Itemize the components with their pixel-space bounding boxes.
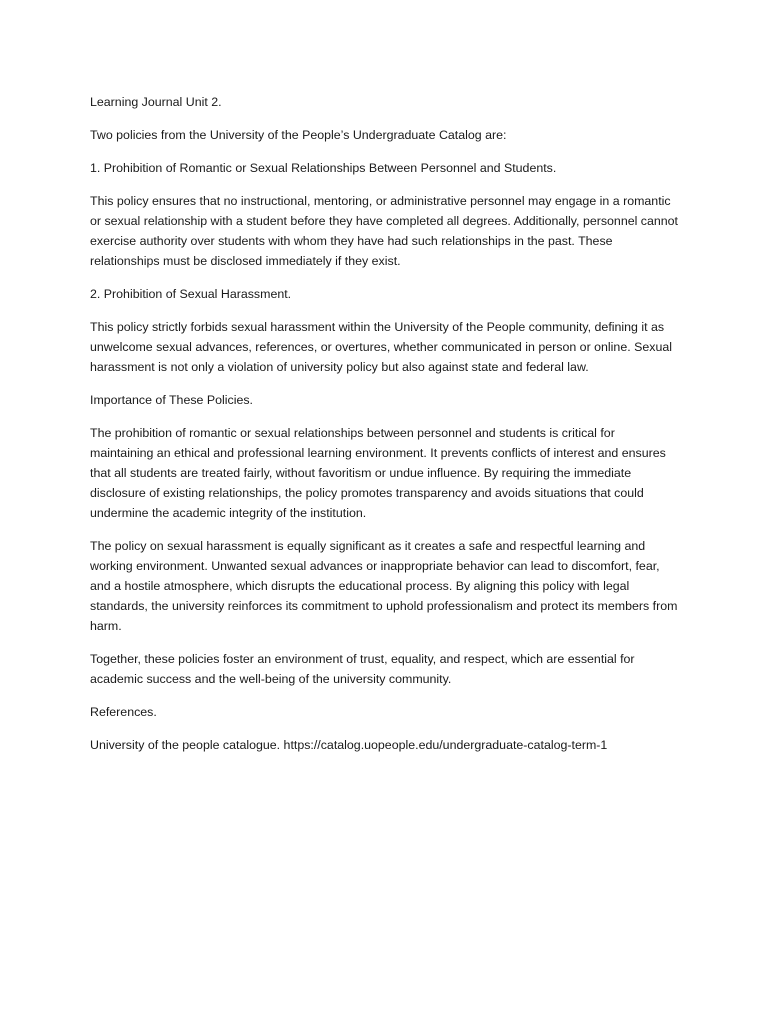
policy1-heading: 1. Prohibition of Romantic or Sexual Relationships Between Personnel and Students. bbox=[90, 161, 557, 175]
intro-paragraph: Two policies from the University of the People’s Undergraduate Catalog are: bbox=[90, 128, 507, 142]
document-title: Learning Journal Unit 2. bbox=[90, 95, 222, 109]
importance-paragraph-1: The prohibition of romantic or sexual relationships between personnel and students is critical for maintaining an ethical and professional learning environment. It prevents conflicts of interest and ensures that all students are treated fairly, without favoritism or undue influence. By requiring the immediate disclosure of existing relationships, the policy promotes transparency and avoids situations that could undermine the academic integrity of the institution. bbox=[90, 426, 666, 520]
references-heading: References. bbox=[90, 705, 157, 719]
importance-heading: Importance of These Policies. bbox=[90, 393, 253, 407]
reference-item: University of the people catalogue. https://catalog.uopeople.edu/undergraduate-catalog-term-1 bbox=[90, 738, 608, 752]
conclusion-paragraph: Together, these policies foster an environment of trust, equality, and respect, which are essential for academic success and the well-being of the university community. bbox=[90, 652, 635, 686]
policy2-paragraph: This policy strictly forbids sexual harassment within the University of the People community, defining it as unwelcome sexual advances, references, or overtures, whether communicated in person or online. Sexual harassment is not only a violation of university policy but also against state and federal law. bbox=[90, 320, 672, 374]
policy2-heading: 2. Prohibition of Sexual Harassment. bbox=[90, 287, 292, 301]
importance-paragraph-2: The policy on sexual harassment is equally significant as it creates a safe and respectful learning and working environment. Unwanted sexual advances or inappropriate behavior can lead to discomfort, fear, and a hostile atmosphere, which disrupts the educational process. By aligning this policy with legal standards, the university reinforces its commitment to uphold professionalism and protect its members from harm. bbox=[90, 539, 678, 633]
document-body bbox=[90, 92, 680, 768]
policy1-paragraph: This policy ensures that no instructional, mentoring, or administrative personnel may engage in a romantic or sexual relationship with a student before they have completed all degrees. Additionally, personnel cannot exercise authority over students with whom they have had such relationships in the past. These relationships must be disclosed immediately if they exist. bbox=[90, 194, 679, 268]
